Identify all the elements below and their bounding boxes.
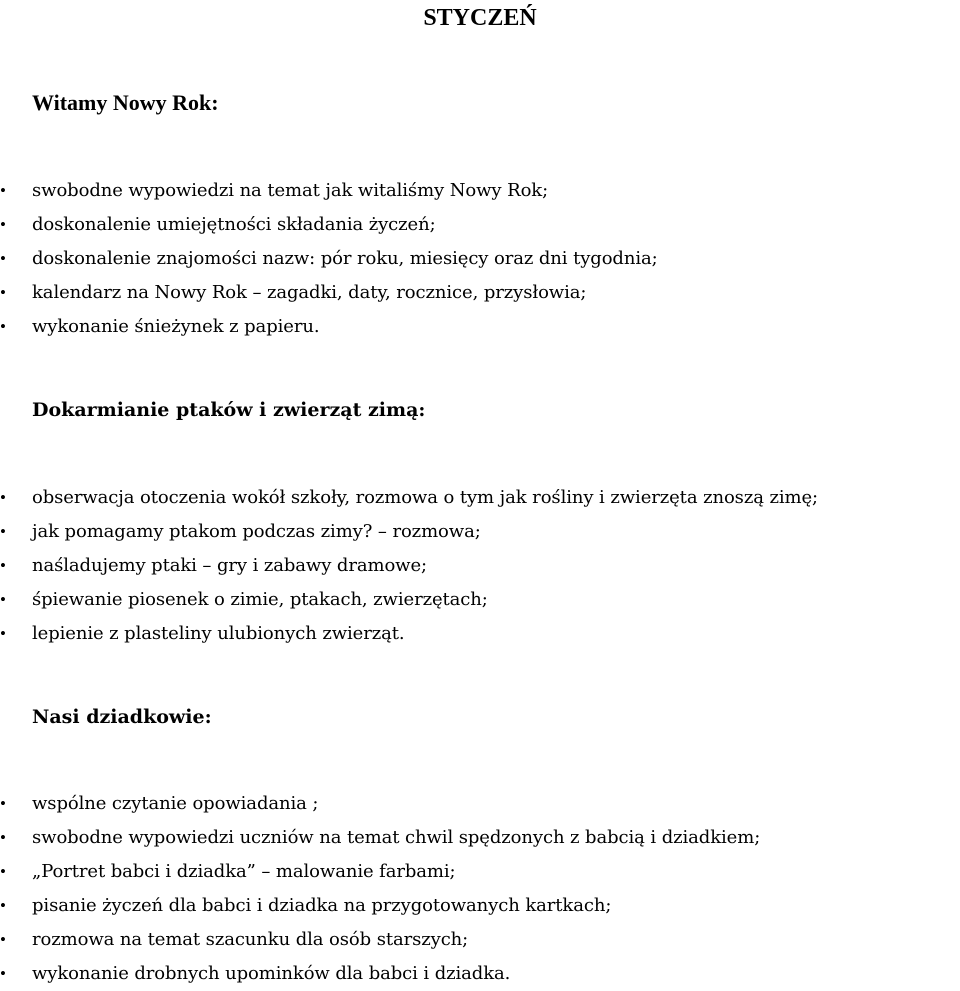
list-item [0, 923, 960, 957]
list-item [0, 583, 960, 617]
bullet-list [0, 174, 960, 344]
bullet-icon: • [0, 862, 6, 881]
list-item [0, 549, 960, 583]
page-title: STYCZEŃ [423, 5, 537, 31]
list-item-text: lepienie z plasteliny ulubionych zwierząt. [32, 623, 405, 644]
list-item-text: swobodne wypowiedzi uczniów na temat chwil spędzonych z babcią i dziadkiem; [32, 827, 761, 848]
section-heading: Witamy Nowy Rok: [32, 90, 219, 115]
list-item-text: doskonalenie umiejętności składania życzeń; [32, 214, 436, 235]
bullet-icon: • [0, 181, 6, 200]
list-item-text: wspólne czytanie opowiadania ; [32, 793, 319, 814]
section-heading: Dokarmianie ptaków i zwierząt zimą: [32, 399, 426, 421]
bullet-icon: • [0, 896, 6, 915]
list-item-text: wykonanie śnieżynek z papieru. [32, 316, 320, 337]
list-item [0, 957, 960, 991]
list-item-text: doskonalenie znajomości nazw: pór roku, miesięcy oraz dni tygodnia; [32, 248, 658, 269]
bullet-icon: • [0, 283, 6, 302]
bullet-icon: • [0, 488, 6, 507]
bullet-icon: • [0, 590, 6, 609]
list-item-text: swobodne wypowiedzi na temat jak witaliśmy Nowy Rok; [32, 180, 549, 201]
list-item-text: śpiewanie piosenek o zimie, ptakach, zwierzętach; [32, 589, 488, 610]
bullet-icon: • [0, 215, 6, 234]
bullet-icon: • [0, 794, 6, 813]
list-item [0, 617, 960, 651]
bullet-icon: • [0, 930, 6, 949]
bullet-list [0, 481, 960, 651]
list-item [0, 310, 960, 344]
list-item [0, 515, 960, 549]
list-item [0, 855, 960, 889]
bullet-icon: • [0, 556, 6, 575]
list-item [0, 481, 960, 515]
list-item-text: jak pomagamy ptakom podczas zimy? – rozmowa; [32, 521, 481, 542]
list-item-text: „Portret babci i dziadka” – malowanie farbami; [32, 861, 456, 882]
list-item-text: naśladujemy ptaki – gry i zabawy dramowe; [32, 555, 428, 576]
list-item [0, 276, 960, 310]
list-item [0, 787, 960, 821]
list-item [0, 242, 960, 276]
bullet-icon: • [0, 964, 6, 983]
section-heading: Nasi dziadkowie: [32, 706, 212, 728]
list-item [0, 208, 960, 242]
list-item-text: obserwacja otoczenia wokół szkoły, rozmowa o tym jak rośliny i zwierzęta znoszą zimę; [32, 487, 818, 508]
bullet-icon: • [0, 317, 6, 336]
bullet-icon: • [0, 249, 6, 268]
list-item-text: kalendarz na Nowy Rok – zagadki, daty, rocznice, przysłowia; [32, 282, 587, 303]
list-item [0, 889, 960, 923]
bullet-icon: • [0, 522, 6, 541]
bullet-icon: • [0, 828, 6, 847]
list-item [0, 174, 960, 208]
bullet-icon: • [0, 624, 6, 643]
list-item [0, 821, 960, 855]
list-item-text: rozmowa na temat szacunku dla osób starszych; [32, 929, 469, 950]
list-item-text: wykonanie drobnych upominków dla babci i dziadka. [32, 963, 511, 984]
bullet-list [0, 787, 960, 991]
list-item-text: pisanie życzeń dla babci i dziadka na przygotowanych kartkach; [32, 895, 612, 916]
